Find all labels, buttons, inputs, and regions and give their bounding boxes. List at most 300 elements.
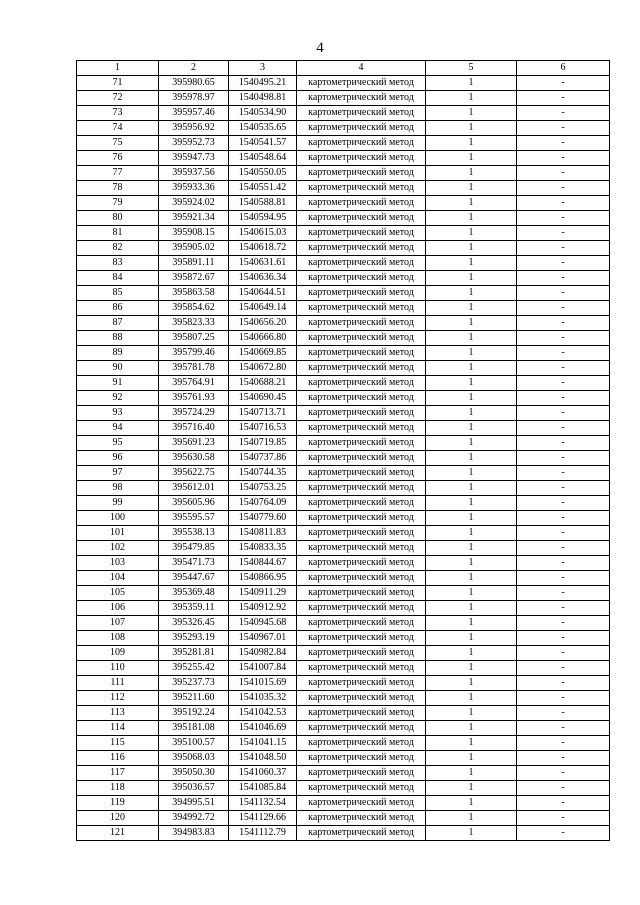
y-coordinate-cell: 1540672.80 xyxy=(229,361,297,376)
description-cell: - xyxy=(517,751,610,766)
y-coordinate-cell: 1540690.45 xyxy=(229,391,297,406)
accuracy-cell: 1 xyxy=(426,616,517,631)
method-cell: картометрический метод xyxy=(297,541,426,556)
accuracy-cell: 1 xyxy=(426,91,517,106)
accuracy-cell: 1 xyxy=(426,646,517,661)
accuracy-cell: 1 xyxy=(426,196,517,211)
point-number-cell: 113 xyxy=(77,706,159,721)
method-cell: картометрический метод xyxy=(297,646,426,661)
method-cell: картометрический метод xyxy=(297,211,426,226)
x-coordinate-cell: 395781.78 xyxy=(159,361,229,376)
point-number-cell: 96 xyxy=(77,451,159,466)
table-row xyxy=(77,346,610,361)
method-cell: картометрический метод xyxy=(297,631,426,646)
table-row xyxy=(77,811,610,826)
accuracy-cell: 1 xyxy=(426,421,517,436)
x-coordinate-cell: 394992.72 xyxy=(159,811,229,826)
table-row xyxy=(77,511,610,526)
point-number-cell: 100 xyxy=(77,511,159,526)
accuracy-cell: 1 xyxy=(426,766,517,781)
x-coordinate-cell: 395479.85 xyxy=(159,541,229,556)
accuracy-cell: 1 xyxy=(426,346,517,361)
point-number-cell: 74 xyxy=(77,121,159,136)
table-row xyxy=(77,571,610,586)
point-number-cell: 77 xyxy=(77,166,159,181)
x-coordinate-cell: 395799.46 xyxy=(159,346,229,361)
table-row xyxy=(77,121,610,136)
y-coordinate-cell: 1540912.92 xyxy=(229,601,297,616)
point-number-cell: 110 xyxy=(77,661,159,676)
accuracy-cell: 1 xyxy=(426,436,517,451)
y-coordinate-cell: 1540498.81 xyxy=(229,91,297,106)
y-coordinate-cell: 1541042.53 xyxy=(229,706,297,721)
accuracy-cell: 1 xyxy=(426,511,517,526)
page-number: 4 xyxy=(316,40,324,56)
method-cell: картометрический метод xyxy=(297,736,426,751)
method-cell: картометрический метод xyxy=(297,826,426,841)
table-row xyxy=(77,796,610,811)
point-number-cell: 101 xyxy=(77,526,159,541)
column-header: 6 xyxy=(517,61,610,76)
y-coordinate-cell: 1541041.15 xyxy=(229,736,297,751)
description-cell: - xyxy=(517,646,610,661)
x-coordinate-cell: 395471.73 xyxy=(159,556,229,571)
y-coordinate-cell: 1540945.68 xyxy=(229,616,297,631)
table-row xyxy=(77,76,610,91)
method-cell: картометрический метод xyxy=(297,421,426,436)
table-row xyxy=(77,406,610,421)
accuracy-cell: 1 xyxy=(426,256,517,271)
table-row xyxy=(77,661,610,676)
method-cell: картометрический метод xyxy=(297,331,426,346)
table-row xyxy=(77,166,610,181)
method-cell: картометрический метод xyxy=(297,316,426,331)
x-coordinate-cell: 395947.73 xyxy=(159,151,229,166)
description-cell: - xyxy=(517,166,610,181)
accuracy-cell: 1 xyxy=(426,466,517,481)
point-number-cell: 107 xyxy=(77,616,159,631)
method-cell: картометрический метод xyxy=(297,436,426,451)
point-number-cell: 103 xyxy=(77,556,159,571)
description-cell: - xyxy=(517,421,610,436)
accuracy-cell: 1 xyxy=(426,751,517,766)
accuracy-cell: 1 xyxy=(426,361,517,376)
x-coordinate-cell: 395293.19 xyxy=(159,631,229,646)
point-number-cell: 106 xyxy=(77,601,159,616)
method-cell: картометрический метод xyxy=(297,811,426,826)
point-number-cell: 83 xyxy=(77,256,159,271)
y-coordinate-cell: 1540594.95 xyxy=(229,211,297,226)
table-row xyxy=(77,691,610,706)
method-cell: картометрический метод xyxy=(297,106,426,121)
accuracy-cell: 1 xyxy=(426,706,517,721)
x-coordinate-cell: 395068.03 xyxy=(159,751,229,766)
y-coordinate-cell: 1540636.34 xyxy=(229,271,297,286)
method-cell: картометрический метод xyxy=(297,346,426,361)
y-coordinate-cell: 1540631.61 xyxy=(229,256,297,271)
table-row xyxy=(77,181,610,196)
x-coordinate-cell: 395255.42 xyxy=(159,661,229,676)
point-number-cell: 105 xyxy=(77,586,159,601)
table-row xyxy=(77,421,610,436)
column-header: 5 xyxy=(426,61,517,76)
x-coordinate-cell: 395605.96 xyxy=(159,496,229,511)
point-number-cell: 81 xyxy=(77,226,159,241)
y-coordinate-cell: 1540615.03 xyxy=(229,226,297,241)
accuracy-cell: 1 xyxy=(426,601,517,616)
y-coordinate-cell: 1540644.51 xyxy=(229,286,297,301)
method-cell: картометрический метод xyxy=(297,601,426,616)
y-coordinate-cell: 1540844.67 xyxy=(229,556,297,571)
point-number-cell: 98 xyxy=(77,481,159,496)
method-cell: картометрический метод xyxy=(297,796,426,811)
method-cell: картометрический метод xyxy=(297,676,426,691)
point-number-cell: 119 xyxy=(77,796,159,811)
point-number-cell: 109 xyxy=(77,646,159,661)
table-row xyxy=(77,496,610,511)
accuracy-cell: 1 xyxy=(426,586,517,601)
y-coordinate-cell: 1540656.20 xyxy=(229,316,297,331)
y-coordinate-cell: 1540737.86 xyxy=(229,451,297,466)
description-cell: - xyxy=(517,616,610,631)
accuracy-cell: 1 xyxy=(426,826,517,841)
x-coordinate-cell: 395891.11 xyxy=(159,256,229,271)
point-number-cell: 104 xyxy=(77,571,159,586)
table-row xyxy=(77,736,610,751)
column-header: 3 xyxy=(229,61,297,76)
y-coordinate-cell: 1540719.85 xyxy=(229,436,297,451)
y-coordinate-cell: 1540534.90 xyxy=(229,106,297,121)
method-cell: картометрический метод xyxy=(297,481,426,496)
accuracy-cell: 1 xyxy=(426,121,517,136)
point-number-cell: 118 xyxy=(77,781,159,796)
point-number-cell: 102 xyxy=(77,541,159,556)
description-cell: - xyxy=(517,181,610,196)
description-cell: - xyxy=(517,271,610,286)
method-cell: картометрический метод xyxy=(297,256,426,271)
x-coordinate-cell: 395036.57 xyxy=(159,781,229,796)
x-coordinate-cell: 395924.02 xyxy=(159,196,229,211)
point-number-cell: 90 xyxy=(77,361,159,376)
x-coordinate-cell: 395100.57 xyxy=(159,736,229,751)
table-row xyxy=(77,526,610,541)
y-coordinate-cell: 1540666.80 xyxy=(229,331,297,346)
method-cell: картометрический метод xyxy=(297,721,426,736)
point-number-cell: 117 xyxy=(77,766,159,781)
point-number-cell: 72 xyxy=(77,91,159,106)
point-number-cell: 87 xyxy=(77,316,159,331)
accuracy-cell: 1 xyxy=(426,106,517,121)
x-coordinate-cell: 395281.81 xyxy=(159,646,229,661)
description-cell: - xyxy=(517,481,610,496)
table-row xyxy=(77,466,610,481)
method-cell: картометрический метод xyxy=(297,691,426,706)
table-row xyxy=(77,676,610,691)
method-cell: картометрический метод xyxy=(297,151,426,166)
point-number-cell: 121 xyxy=(77,826,159,841)
description-cell: - xyxy=(517,586,610,601)
point-number-cell: 94 xyxy=(77,421,159,436)
accuracy-cell: 1 xyxy=(426,331,517,346)
method-cell: картометрический метод xyxy=(297,166,426,181)
method-cell: картометрический метод xyxy=(297,511,426,526)
y-coordinate-cell: 1540618.72 xyxy=(229,241,297,256)
x-coordinate-cell: 395595.57 xyxy=(159,511,229,526)
accuracy-cell: 1 xyxy=(426,796,517,811)
point-number-cell: 93 xyxy=(77,406,159,421)
method-cell: картометрический метод xyxy=(297,466,426,481)
table-row xyxy=(77,616,610,631)
x-coordinate-cell: 395691.23 xyxy=(159,436,229,451)
point-number-cell: 95 xyxy=(77,436,159,451)
table-row xyxy=(77,646,610,661)
method-cell: картометрический метод xyxy=(297,196,426,211)
method-cell: картометрический метод xyxy=(297,91,426,106)
y-coordinate-cell: 1541048.50 xyxy=(229,751,297,766)
table-body xyxy=(77,76,610,841)
y-coordinate-cell: 1540982.84 xyxy=(229,646,297,661)
x-coordinate-cell: 395933.36 xyxy=(159,181,229,196)
description-cell: - xyxy=(517,466,610,481)
method-cell: картометрический метод xyxy=(297,586,426,601)
description-cell: - xyxy=(517,391,610,406)
table-row xyxy=(77,826,610,841)
table-row xyxy=(77,331,610,346)
x-coordinate-cell: 395326.45 xyxy=(159,616,229,631)
table-row xyxy=(77,706,610,721)
x-coordinate-cell: 395237.73 xyxy=(159,676,229,691)
y-coordinate-cell: 1540541.57 xyxy=(229,136,297,151)
column-header: 4 xyxy=(297,61,426,76)
method-cell: картометрический метод xyxy=(297,406,426,421)
accuracy-cell: 1 xyxy=(426,211,517,226)
column-header: 2 xyxy=(159,61,229,76)
table-row xyxy=(77,316,610,331)
y-coordinate-cell: 1540811.83 xyxy=(229,526,297,541)
description-cell: - xyxy=(517,136,610,151)
y-coordinate-cell: 1540495.21 xyxy=(229,76,297,91)
method-cell: картометрический метод xyxy=(297,301,426,316)
y-coordinate-cell: 1540535.65 xyxy=(229,121,297,136)
method-cell: картометрический метод xyxy=(297,76,426,91)
method-cell: картометрический метод xyxy=(297,241,426,256)
method-cell: картометрический метод xyxy=(297,571,426,586)
description-cell: - xyxy=(517,691,610,706)
description-cell: - xyxy=(517,556,610,571)
point-number-cell: 111 xyxy=(77,676,159,691)
accuracy-cell: 1 xyxy=(426,226,517,241)
x-coordinate-cell: 395957.46 xyxy=(159,106,229,121)
description-cell: - xyxy=(517,796,610,811)
point-number-cell: 79 xyxy=(77,196,159,211)
table-row xyxy=(77,601,610,616)
y-coordinate-cell: 1540744.35 xyxy=(229,466,297,481)
table-row xyxy=(77,196,610,211)
point-number-cell: 120 xyxy=(77,811,159,826)
x-coordinate-cell: 395980.65 xyxy=(159,76,229,91)
description-cell: - xyxy=(517,331,610,346)
table-header-row xyxy=(77,61,610,76)
y-coordinate-cell: 1540548.64 xyxy=(229,151,297,166)
y-coordinate-cell: 1540649.14 xyxy=(229,301,297,316)
point-number-cell: 89 xyxy=(77,346,159,361)
method-cell: картометрический метод xyxy=(297,376,426,391)
description-cell: - xyxy=(517,121,610,136)
table-row xyxy=(77,481,610,496)
description-cell: - xyxy=(517,316,610,331)
y-coordinate-cell: 1541007.84 xyxy=(229,661,297,676)
table-row xyxy=(77,721,610,736)
accuracy-cell: 1 xyxy=(426,271,517,286)
description-cell: - xyxy=(517,226,610,241)
y-coordinate-cell: 1540779.60 xyxy=(229,511,297,526)
coordinates-table xyxy=(76,60,610,841)
accuracy-cell: 1 xyxy=(426,451,517,466)
y-coordinate-cell: 1540669.85 xyxy=(229,346,297,361)
table-row xyxy=(77,136,610,151)
y-coordinate-cell: 1540716.53 xyxy=(229,421,297,436)
accuracy-cell: 1 xyxy=(426,406,517,421)
x-coordinate-cell: 395764.91 xyxy=(159,376,229,391)
table-row xyxy=(77,226,610,241)
y-coordinate-cell: 1541015.69 xyxy=(229,676,297,691)
description-cell: - xyxy=(517,631,610,646)
x-coordinate-cell: 394983.83 xyxy=(159,826,229,841)
point-number-cell: 99 xyxy=(77,496,159,511)
description-cell: - xyxy=(517,211,610,226)
method-cell: картометрический метод xyxy=(297,556,426,571)
table-row xyxy=(77,556,610,571)
table-row xyxy=(77,106,610,121)
table-row xyxy=(77,301,610,316)
table-row xyxy=(77,751,610,766)
table-row xyxy=(77,211,610,226)
accuracy-cell: 1 xyxy=(426,376,517,391)
x-coordinate-cell: 395863.58 xyxy=(159,286,229,301)
point-number-cell: 73 xyxy=(77,106,159,121)
point-number-cell: 114 xyxy=(77,721,159,736)
x-coordinate-cell: 395192.24 xyxy=(159,706,229,721)
table-row xyxy=(77,541,610,556)
accuracy-cell: 1 xyxy=(426,301,517,316)
description-cell: - xyxy=(517,781,610,796)
accuracy-cell: 1 xyxy=(426,781,517,796)
point-number-cell: 71 xyxy=(77,76,159,91)
description-cell: - xyxy=(517,91,610,106)
accuracy-cell: 1 xyxy=(426,631,517,646)
table-row xyxy=(77,631,610,646)
description-cell: - xyxy=(517,256,610,271)
y-coordinate-cell: 1541085.84 xyxy=(229,781,297,796)
y-coordinate-cell: 1540551.42 xyxy=(229,181,297,196)
accuracy-cell: 1 xyxy=(426,481,517,496)
accuracy-cell: 1 xyxy=(426,316,517,331)
description-cell: - xyxy=(517,106,610,121)
description-cell: - xyxy=(517,301,610,316)
description-cell: - xyxy=(517,376,610,391)
column-header: 1 xyxy=(77,61,159,76)
x-coordinate-cell: 395854.62 xyxy=(159,301,229,316)
method-cell: картометрический метод xyxy=(297,271,426,286)
x-coordinate-cell: 395978.97 xyxy=(159,91,229,106)
accuracy-cell: 1 xyxy=(426,286,517,301)
point-number-cell: 82 xyxy=(77,241,159,256)
description-cell: - xyxy=(517,361,610,376)
table-row xyxy=(77,436,610,451)
description-cell: - xyxy=(517,766,610,781)
description-cell: - xyxy=(517,811,610,826)
accuracy-cell: 1 xyxy=(426,166,517,181)
x-coordinate-cell: 395369.48 xyxy=(159,586,229,601)
description-cell: - xyxy=(517,286,610,301)
method-cell: картометрический метод xyxy=(297,451,426,466)
point-number-cell: 80 xyxy=(77,211,159,226)
accuracy-cell: 1 xyxy=(426,721,517,736)
description-cell: - xyxy=(517,346,610,361)
method-cell: картометрический метод xyxy=(297,766,426,781)
y-coordinate-cell: 1541112.79 xyxy=(229,826,297,841)
x-coordinate-cell: 395447.67 xyxy=(159,571,229,586)
table-row xyxy=(77,376,610,391)
x-coordinate-cell: 395050.30 xyxy=(159,766,229,781)
description-cell: - xyxy=(517,601,610,616)
point-number-cell: 78 xyxy=(77,181,159,196)
accuracy-cell: 1 xyxy=(426,811,517,826)
x-coordinate-cell: 395359.11 xyxy=(159,601,229,616)
table-row xyxy=(77,391,610,406)
method-cell: картометрический метод xyxy=(297,226,426,241)
x-coordinate-cell: 395716.40 xyxy=(159,421,229,436)
point-number-cell: 92 xyxy=(77,391,159,406)
x-coordinate-cell: 395872.67 xyxy=(159,271,229,286)
x-coordinate-cell: 395181.08 xyxy=(159,721,229,736)
description-cell: - xyxy=(517,241,610,256)
x-coordinate-cell: 395761.93 xyxy=(159,391,229,406)
y-coordinate-cell: 1540866.95 xyxy=(229,571,297,586)
table-row xyxy=(77,241,610,256)
description-cell: - xyxy=(517,736,610,751)
method-cell: картометрический метод xyxy=(297,121,426,136)
method-cell: картометрический метод xyxy=(297,751,426,766)
y-coordinate-cell: 1540753.25 xyxy=(229,481,297,496)
method-cell: картометрический метод xyxy=(297,496,426,511)
description-cell: - xyxy=(517,451,610,466)
description-cell: - xyxy=(517,151,610,166)
description-cell: - xyxy=(517,721,610,736)
accuracy-cell: 1 xyxy=(426,541,517,556)
point-number-cell: 112 xyxy=(77,691,159,706)
y-coordinate-cell: 1540911.29 xyxy=(229,586,297,601)
y-coordinate-cell: 1540713.71 xyxy=(229,406,297,421)
y-coordinate-cell: 1541129.66 xyxy=(229,811,297,826)
method-cell: картометрический метод xyxy=(297,526,426,541)
description-cell: - xyxy=(517,676,610,691)
description-cell: - xyxy=(517,706,610,721)
point-number-cell: 108 xyxy=(77,631,159,646)
accuracy-cell: 1 xyxy=(426,556,517,571)
method-cell: картометрический метод xyxy=(297,706,426,721)
x-coordinate-cell: 395622.75 xyxy=(159,466,229,481)
x-coordinate-cell: 395612.01 xyxy=(159,481,229,496)
table-row xyxy=(77,256,610,271)
point-number-cell: 85 xyxy=(77,286,159,301)
point-number-cell: 115 xyxy=(77,736,159,751)
point-number-cell: 97 xyxy=(77,466,159,481)
y-coordinate-cell: 1540833.35 xyxy=(229,541,297,556)
method-cell: картометрический метод xyxy=(297,781,426,796)
y-coordinate-cell: 1540688.21 xyxy=(229,376,297,391)
method-cell: картометрический метод xyxy=(297,181,426,196)
